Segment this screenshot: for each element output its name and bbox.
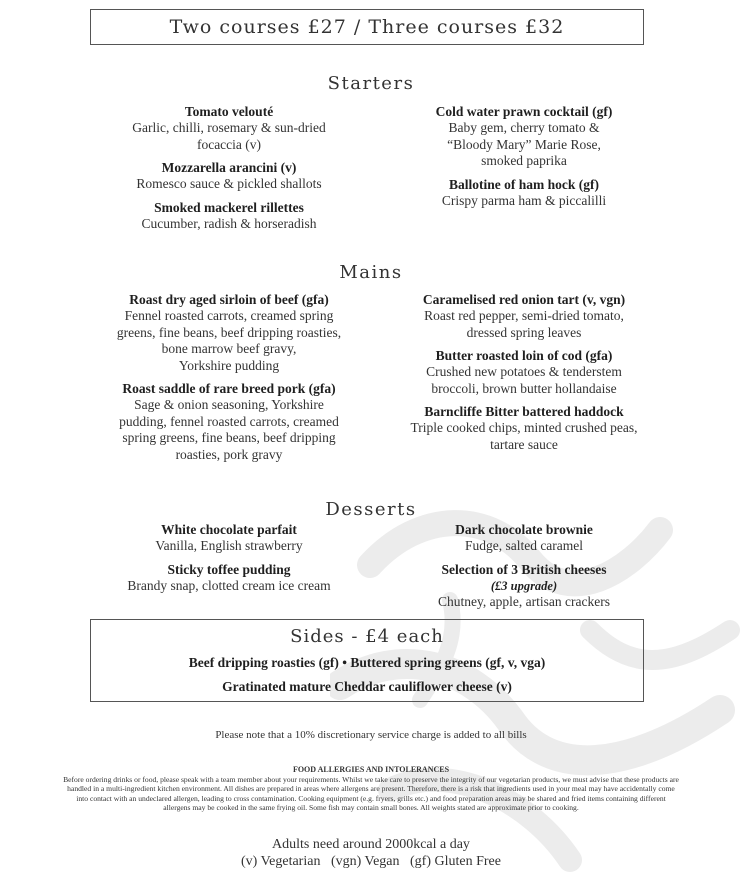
dish-description: Brandy snap, clotted cream ice cream [127, 577, 331, 593]
mains-left-column [74, 292, 384, 470]
menu-item [78, 160, 380, 193]
desserts-left-column [74, 522, 384, 601]
mains-heading: Mains [339, 262, 403, 283]
menu-item [374, 292, 674, 341]
allergy-notice [62, 765, 680, 813]
dish-name: Butter roasted loin of cod (gfa) [435, 348, 613, 363]
sides-line: Gratinated mature Cheddar cauliflower cheese (v) [222, 679, 512, 694]
dish-description: Yorkshire pudding [178, 357, 280, 373]
dish-description: Roast red pepper, semi-dried tomato, [424, 308, 624, 323]
dish-description: broccoli, brown butter hollandaise [431, 380, 617, 396]
dish-description: focaccia (v) [196, 136, 262, 152]
dish-name: Selection of 3 British cheeses [441, 561, 607, 577]
sides-heading: Sides - £4 each [290, 626, 444, 647]
dietary-key: (v) Vegetarian (vgn) Vegan (gf) Gluten Free [241, 854, 501, 869]
dish-description: Cucumber, radish & horseradish [141, 215, 317, 231]
menu-item [374, 348, 674, 397]
menu-item [374, 562, 674, 611]
starters-heading: Starters [327, 73, 415, 94]
dish-description: Fudge, salted caramel [464, 538, 584, 553]
upgrade-note: (£3 upgrade) [490, 578, 558, 593]
service-charge-note: Please note that a 10% discretionary service charge is added to all bills [215, 729, 527, 741]
allergy-text: Before ordering drinks or food, please speak with a team member about your requirements. Whilst we take care to preserve the integrity of our vegetarian products, we must advise that these products are handled in a multi-ingredient kitchen environment. All dishes are prepared in areas where allergens are present. Therefore, there is a risk that ingredients used in your meal may have accidentally come into contact with an undeclared allergen, leading to cross contamination. Cooking equipment (e.g. fryers, grills etc.) and food preparation areas may be shared and fried items containing different allergens may be cooked in the same frying oil. Some fish may contain small bones. All weights stated are approximate prior to cooking. [63, 774, 679, 813]
menu-item [374, 404, 674, 453]
sides-line: Beef dripping roasties (gf) • Buttered spring greens (gf, v, vga) [188, 655, 546, 670]
kcal-note: Adults need around 2000kcal a day [272, 837, 470, 852]
dish-description: bone marrow beef gravy, [161, 341, 297, 356]
mains-right-column [374, 292, 674, 460]
dish-name: Ballotine of ham hock (gf) [449, 176, 599, 192]
dish-description: Crushed new potatoes & tenderstem [426, 364, 622, 379]
menu-item [74, 522, 384, 555]
menu-item [74, 562, 384, 595]
dish-description: “Bloody Mary” Marie Rose, [447, 136, 601, 152]
starters-left-column [78, 104, 380, 239]
pricing-box [90, 9, 644, 45]
menu-item [74, 381, 384, 463]
desserts-heading: Desserts [325, 499, 417, 520]
starters-right-column [374, 104, 674, 216]
allergy-heading: FOOD ALLERGIES AND INTOLERANCES [292, 765, 450, 774]
dish-description: Baby gem, cherry tomato & [448, 120, 600, 135]
dish-name: Mozzarella arancini (v) [161, 160, 297, 175]
dish-description: Crispy parma ham & piccalilli [441, 192, 607, 208]
menu-item [374, 104, 674, 170]
dish-description: Chutney, apple, artisan crackers [438, 593, 610, 609]
pricing-text: Two courses £27 / Three courses £32 [169, 16, 565, 38]
dish-name: White chocolate parfait [161, 522, 297, 537]
dish-name: Caramelised red onion tart (v, vgn) [422, 292, 626, 307]
dish-name: Cold water prawn cocktail (gf) [435, 104, 613, 119]
dish-description: dressed spring leaves [466, 324, 582, 340]
dish-description: pudding, fennel roasted carrots, creamed [119, 413, 339, 429]
desserts-right-column [374, 522, 674, 617]
dish-name: Dark chocolate brownie [455, 522, 593, 537]
dish-description: Sage & onion seasoning, Yorkshire [134, 397, 324, 412]
dish-description: tartare sauce [490, 436, 558, 452]
menu-item [374, 177, 674, 210]
footer [0, 836, 742, 870]
dish-name: Roast saddle of rare breed pork (gfa) [122, 381, 336, 396]
dish-description: Garlic, chilli, rosemary & sun-dried [132, 120, 326, 135]
menu-item [74, 292, 384, 374]
dish-description: Romesco sauce & pickled shallots [136, 176, 322, 191]
dish-name: Barncliffe Bitter battered haddock [424, 404, 624, 419]
dish-description: greens, fine beans, beef dripping roasties, [116, 324, 342, 340]
dish-description: spring greens, fine beans, beef dripping [122, 430, 336, 445]
dish-description: Triple cooked chips, minted crushed peas, [410, 420, 638, 435]
dish-name: Tomato velouté [184, 104, 274, 119]
sides-box [90, 619, 644, 702]
dish-description: roasties, pork gravy [175, 446, 283, 462]
dish-description: Fennel roasted carrots, creamed spring [124, 308, 334, 323]
menu-item [78, 104, 380, 153]
menu-item [78, 200, 380, 233]
dish-name: Roast dry aged sirloin of beef (gfa) [129, 292, 329, 307]
dish-name: Sticky toffee pudding [167, 561, 291, 577]
menu-item [374, 522, 674, 555]
dish-description: smoked paprika [481, 153, 567, 168]
dish-description: Vanilla, English strawberry [155, 538, 303, 553]
dish-name: Smoked mackerel rillettes [154, 199, 304, 215]
